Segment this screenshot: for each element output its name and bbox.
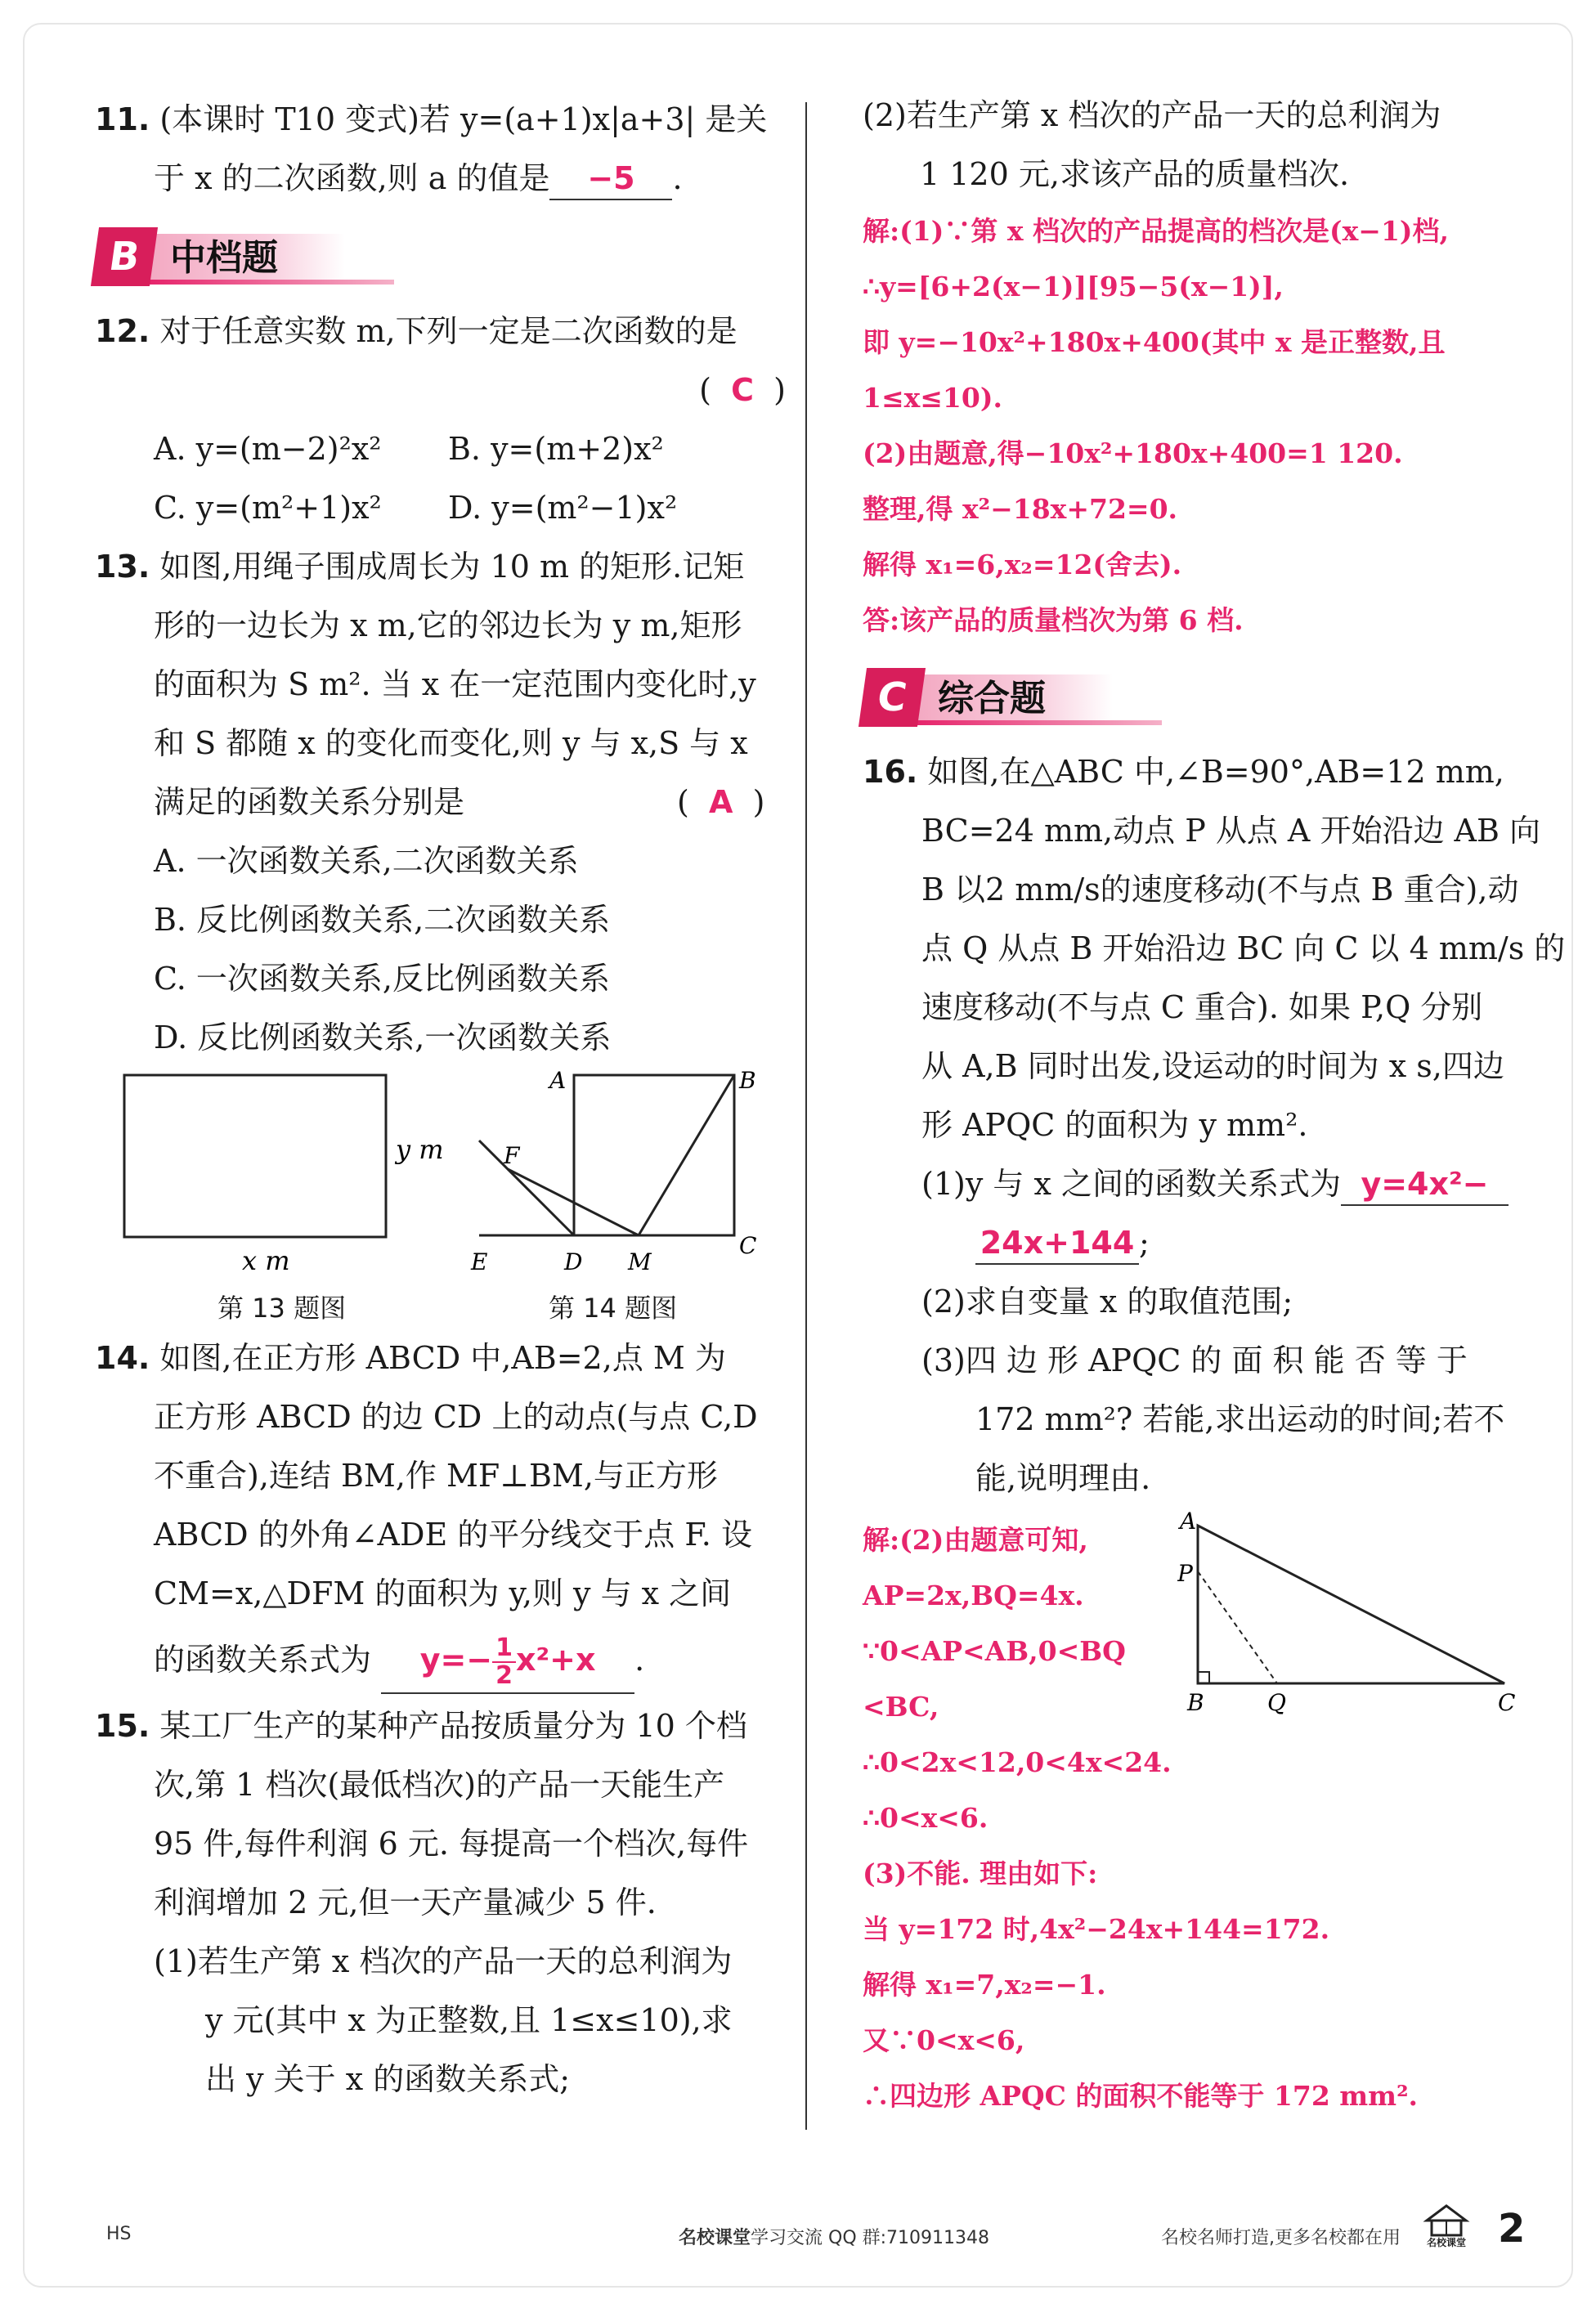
question-15 [95, 1696, 786, 2109]
figure-13-14-svg [95, 1067, 786, 1329]
solution-line: (3)不能. 理由如下: [863, 1858, 1098, 1889]
fig14-label-f: F [504, 1142, 520, 1169]
fig13-rectangle [124, 1075, 386, 1237]
question-text: 的函数关系式为 [154, 1642, 372, 1678]
fig14-caption: 第 14 题图 [549, 1293, 678, 1324]
figures-13-14 [95, 1067, 786, 1329]
question-text: 满足的函数关系分别是 [154, 784, 465, 820]
solution-line: ∴y=[6+2(x−1)][95−5(x−1)], [863, 271, 1284, 303]
solution-line: ∴0<2x<12,0<4x<24. [863, 1746, 1172, 1778]
logo-text: 名校课堂 [1426, 2237, 1466, 2248]
answer-blank: 24x+144 [975, 1222, 1139, 1265]
option-a: A. y=(m−2)²x² [154, 431, 382, 467]
answer: C [731, 372, 755, 408]
option-c: C. 一次函数关系,反比例函数关系 [154, 961, 610, 997]
question-text: 不重合),连结 BM,作 MF⊥BM,与正方形 [154, 1458, 718, 1494]
question-text: 正方形 ABCD 的边 CD 上的动点(与点 C,D [154, 1399, 758, 1435]
fig14-label-a: A [549, 1067, 567, 1094]
question-text: 95 件,每件利润 6 元. 每提高一个档次,每件 [154, 1826, 749, 1862]
solution-15 [863, 204, 1525, 648]
question-text: 利润增加 2 元,但一天产量减少 5 件. [154, 1884, 657, 1920]
question-part-2: (2)若生产第 x 档次的产品一天的总利润为 [863, 97, 1441, 133]
solution-line: AP=2x,BQ=4x. [863, 1580, 1084, 1611]
answer-blank [381, 1627, 634, 1694]
question-text: . [672, 160, 683, 196]
question-part-1: (1)y 与 x 之间的函数关系式为 [921, 1166, 1341, 1202]
solution-line: 解得 x₁=6,x₂=12(舍去). [863, 549, 1182, 580]
solution-line: ∴四边形 APQC 的面积不能等于 172 mm². [863, 2080, 1419, 2112]
option-a: A. 一次函数关系,二次函数关系 [154, 843, 579, 879]
question-text: 和 S 都随 x 的变化而变化,则 y 与 x,S 与 x [154, 725, 748, 761]
footer-middle [679, 2224, 989, 2249]
question-text: ; [1139, 1225, 1150, 1261]
solution-line: 当 y=172 时,4x²−24x+144=172. [863, 1913, 1330, 1945]
question-text: . [634, 1642, 645, 1678]
answer-part: y=− [419, 1642, 493, 1678]
figure-16-svg [1177, 1508, 1521, 1720]
question-number: 12. [95, 313, 150, 349]
right-column [863, 86, 1566, 2124]
section-banner-c [863, 657, 1525, 734]
answer-paren: ( A ) [677, 784, 765, 820]
answer-blank: y=4x²− [1341, 1163, 1509, 1206]
answer-fraction [492, 1635, 516, 1689]
question-text: 如图,在△ABC 中,∠B=90°,AB=12 mm, [927, 754, 1504, 790]
question-number: 14. [95, 1340, 150, 1376]
question-text: 从 A,B 同时出发,设运动的时间为 x s,四边 [921, 1048, 1504, 1084]
fig14-line-bm [639, 1075, 734, 1235]
solution-line: 解:(1)∵第 x 档次的产品提高的档次是(x−1)档, [863, 215, 1450, 247]
question-part-2: 1 120 元,求该产品的质量档次. [920, 156, 1350, 192]
question-text: CM=x,△DFM 的面积为 y,则 y 与 x 之间 [154, 1575, 732, 1611]
fig16-label-c: C [1498, 1689, 1516, 1716]
question-text: 点 Q 从点 B 开始沿边 BC 向 C 以 4 mm/s 的 [921, 930, 1566, 966]
question-number: 11. [95, 101, 150, 137]
question-text: 某工厂生产的某种产品按质量分为 10 个档 [159, 1708, 747, 1744]
banner-title: 综合题 [938, 678, 1046, 719]
question-part-3: (3)四 边 形 APQC 的 面 积 能 否 等 于 [921, 1342, 1468, 1378]
banner-letter: B [91, 227, 158, 286]
question-text: 的面积为 S m². 当 x 在一定范围内变化时,y [154, 666, 756, 702]
answer-blank: −5 [549, 158, 672, 200]
fig16-triangle [1198, 1526, 1504, 1683]
answer-paren: ( C ) [699, 372, 786, 408]
question-part-1: y 元(其中 x 为正整数,且 1≤x≤10),求 [205, 2002, 733, 2038]
option-b: B. 反比例函数关系,二次函数关系 [154, 902, 611, 938]
question-text: 次,第 1 档次(最低档次)的产品一天能生产 [154, 1767, 725, 1803]
answer: A [708, 784, 733, 820]
question-text: 于 x 的二次函数,则 a 的值是 [154, 160, 550, 196]
solution-line: 整理,得 x²−18x+72=0. [863, 493, 1178, 525]
fig16-label-p: P [1177, 1560, 1193, 1587]
question-text: (本课时 T10 变式)若 y=(a+1)x|a+3| 是关 [159, 101, 768, 137]
question-text: BC=24 mm,动点 P 从点 A 开始沿边 AB 向 [921, 813, 1540, 849]
column-divider [805, 102, 807, 2130]
question-text: 对于任意实数 m,下列一定是二次函数的是 [159, 313, 737, 349]
answer-part: x²+x [516, 1642, 596, 1678]
solution-line: 又∵0<x<6, [863, 2024, 1025, 2056]
question-14 [95, 1329, 786, 1696]
question-number: 15. [95, 1708, 150, 1744]
question-part-3: 能,说明理由. [975, 1460, 1151, 1496]
fig14-label-m: M [628, 1248, 652, 1275]
footer-qq: 学习交流 QQ 群:710911348 [751, 2228, 990, 2248]
fig14-label-b: B [739, 1067, 756, 1094]
solution-line: 答:该产品的质量档次为第 6 档. [863, 604, 1244, 636]
question-11 [95, 90, 786, 208]
fig13-label-x: x m [242, 1245, 290, 1276]
question-text: B 以2 mm/s的速度移动(不与点 B 重合),动 [921, 872, 1519, 908]
fig13-label-y: y m [396, 1134, 444, 1165]
solution-line: ∴0<x<6. [863, 1802, 989, 1834]
option-b: B. y=(m+2)x² [448, 431, 664, 467]
fig16-line-pq [1198, 1571, 1277, 1683]
footer-right: 名校名师打造,更多名校都在用 [1161, 2228, 1401, 2248]
logo-icon [1419, 2199, 1474, 2248]
solution-line: 即 y=−10x²+180x+400(其中 x 是正整数,且 [863, 326, 1446, 358]
fig16-label-a: A [1180, 1508, 1197, 1535]
solution-line: 1≤x≤10). [863, 382, 1002, 414]
solution-16 [863, 1508, 1525, 2124]
fig16-label-q: Q [1267, 1689, 1286, 1716]
question-text: ABCD 的外角∠ADE 的平分线交于点 F. 设 [154, 1517, 752, 1553]
question-13 [95, 537, 786, 1067]
section-banner-b [95, 216, 786, 294]
question-part-1: 出 y 关于 x 的函数关系式; [205, 2061, 571, 2097]
question-number: 16. [863, 754, 918, 790]
question-part-3: 172 mm²? 若能,求出运动的时间;若不 [975, 1401, 1505, 1437]
solution-line: (2)由题意,得−10x²+180x+400=1 120. [863, 437, 1403, 469]
question-text: 如图,在正方形 ABCD 中,AB=2,点 M 为 [159, 1340, 726, 1376]
fig13-caption: 第 13 题图 [217, 1293, 347, 1324]
question-text: 形的一边长为 x m,它的邻边长为 y m,矩形 [154, 607, 742, 643]
option-d: D. y=(m²−1)x² [448, 490, 678, 526]
fig16-right-angle [1198, 1672, 1209, 1683]
fig14-label-c: C [739, 1232, 757, 1259]
solution-line: ∵0<AP<AB,0<BQ [863, 1635, 1126, 1667]
solution-line: <BC, [863, 1691, 939, 1723]
left-column [95, 90, 786, 2109]
fig14-label-d: D [564, 1248, 583, 1275]
page-number: 2 [1498, 2206, 1526, 2252]
banner-title: 中档题 [170, 237, 278, 279]
question-text: 速度移动(不与点 C 重合). 如果 P,Q 分别 [921, 989, 1483, 1025]
question-part-2: (2)求自变量 x 的取值范围; [921, 1284, 1293, 1320]
question-text: 如图,用绳子围成周长为 10 m 的矩形.记矩 [159, 549, 745, 585]
fraction-numerator: 1 [492, 1635, 516, 1663]
option-d: D. 反比例函数关系,一次函数关系 [154, 1020, 612, 1055]
footer-left: HS [106, 2224, 132, 2244]
question-12 [95, 302, 786, 537]
banner-letter: C [859, 668, 926, 727]
question-16 [863, 742, 1566, 2124]
footer-brand: 名校课堂 [679, 2228, 751, 2248]
fig14-line-df [508, 1169, 574, 1235]
solution-line: 解得 x₁=7,x₂=−1. [863, 1969, 1106, 2001]
question-text: 形 APQC 的面积为 y mm². [921, 1107, 1308, 1143]
option-c: C. y=(m²+1)x² [154, 490, 382, 526]
fraction-denominator: 2 [495, 1660, 513, 1690]
solution-line: 解:(2)由题意可知, [863, 1524, 1088, 1556]
fig16-label-b: B [1187, 1689, 1204, 1716]
question-number: 13. [95, 549, 150, 585]
question-part-1: (1)若生产第 x 档次的产品一天的总利润为 [154, 1943, 733, 1979]
fig14-label-e: E [471, 1248, 488, 1275]
